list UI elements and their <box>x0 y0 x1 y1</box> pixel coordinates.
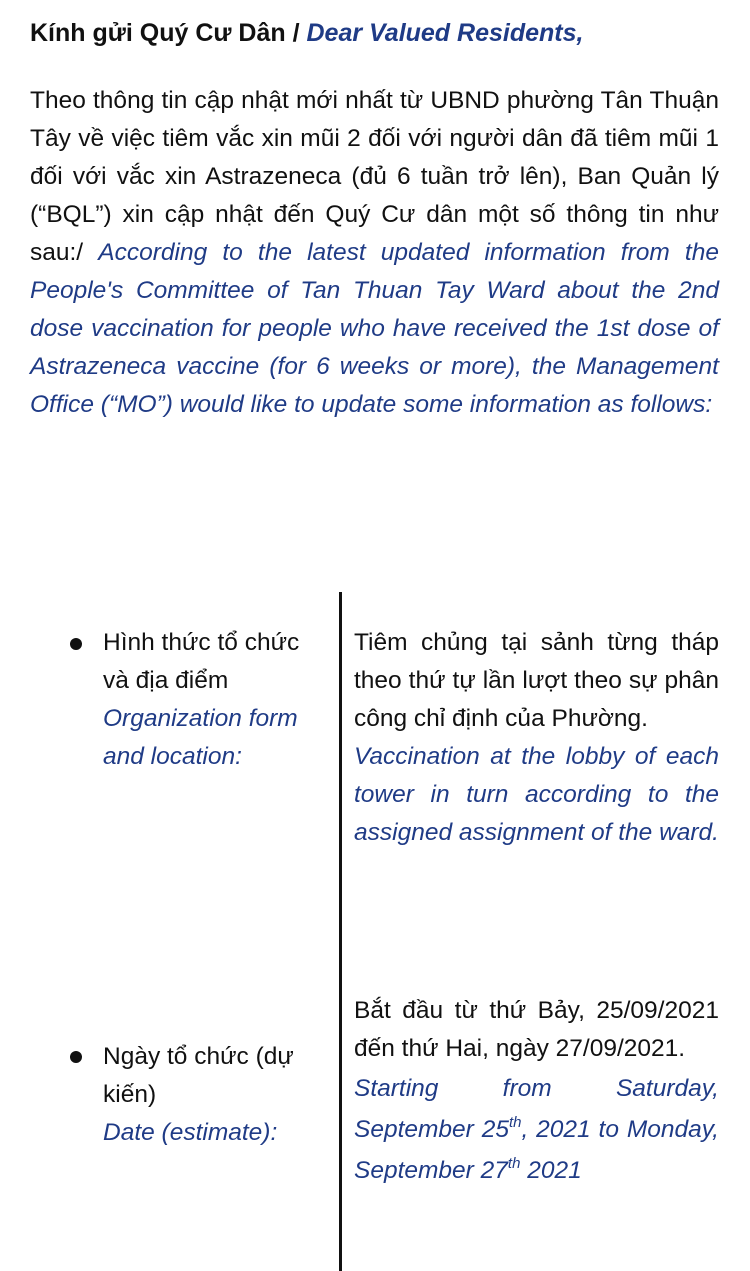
row-value-en <box>354 1068 719 1191</box>
date-en-part-1: Starting from Saturday, September 25 <box>354 1075 719 1143</box>
greeting-vi: Kính gửi Quý Cư Dân / <box>30 19 307 47</box>
row-label-organization <box>103 624 331 776</box>
row-value-en: Vaccination at the lobby of each tower in turn according to the assigned assignment of the ward. <box>354 743 719 846</box>
row-label-en: Organization form and location: <box>103 705 298 770</box>
row-label-en: Date (estimate): <box>103 1119 278 1146</box>
row-value-vi: Bắt đầu từ thứ Bảy, 25/09/2021 đến thứ Hai, ngày 27/09/2021. <box>354 997 719 1062</box>
date-en-part-2: , 2021 to Monday, September 27 <box>354 1116 719 1184</box>
date-en-part-3: 2021 <box>520 1157 582 1184</box>
intro-paragraph <box>30 82 719 424</box>
bullet-icon <box>70 1051 82 1063</box>
row-value-organization <box>354 624 719 852</box>
row-value-date <box>354 992 719 1191</box>
greeting-en: Dear Valued Residents, <box>306 19 584 47</box>
row-label-date <box>103 1038 331 1152</box>
row-value-vi: Tiêm chủng tại sảnh từng tháp theo thứ tự lần lượt theo sự phân công chỉ định của Phường. <box>354 629 719 732</box>
date-en-sup-1: th <box>508 1114 522 1131</box>
table-divider <box>339 592 342 1271</box>
bullet-icon <box>70 638 82 650</box>
intro-en: According to the latest updated information from the People's Committee of Tan Thuan Tay Ward about the 2nd dose vaccination for people who have received the 1st dose of Astrazeneca vaccine (for 6 weeks or more), the Management Office (“MO”) would like to update some information as follows: <box>30 239 719 418</box>
row-label-vi: Hình thức tổ chức và địa điểm <box>103 629 300 694</box>
intro-vi: Theo thông tin cập nhật mới nhất từ UBND phường Tân Thuận Tây về việc tiêm vắc xin mũi 2 đối với người dân đã tiêm mũi 1 đối với vắc xin Astrazeneca (đủ 6 tuần trở lên), Ban Quản lý (“BQL”) xin cập nhật đến Quý Cư dân một số thông tin như sau:/ <box>30 87 719 266</box>
row-label-vi: Ngày tổ chức (dự kiến) <box>103 1043 294 1108</box>
greeting-heading <box>30 14 583 52</box>
date-en-sup-2: th <box>507 1155 521 1172</box>
